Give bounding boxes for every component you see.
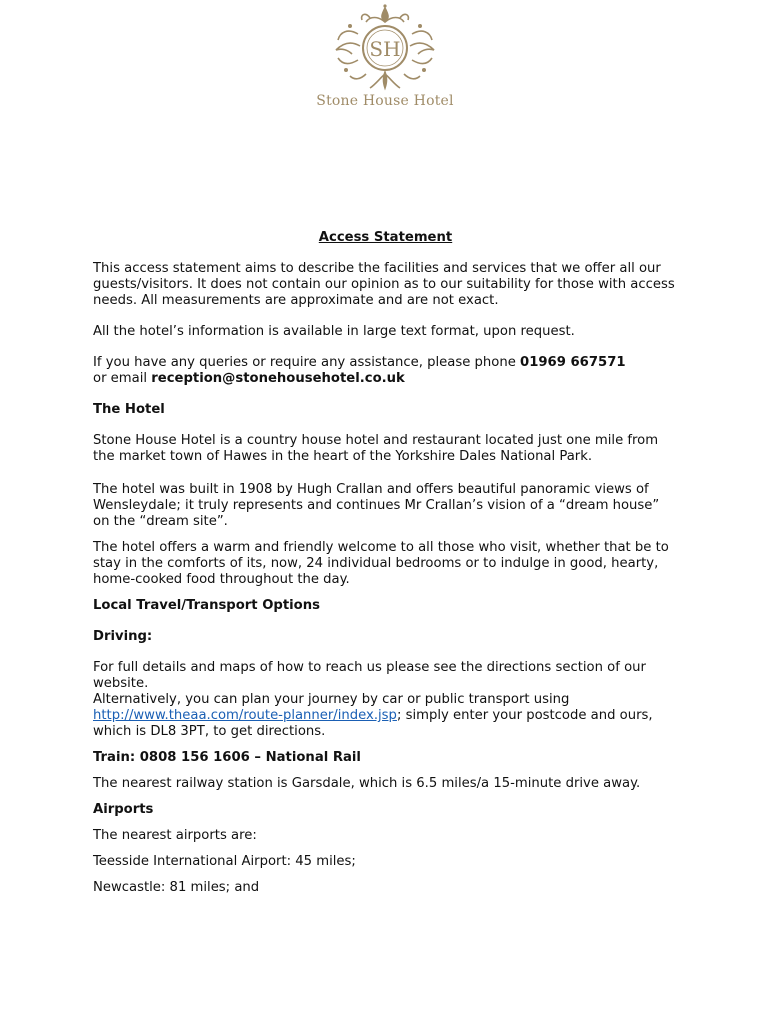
train-paragraph: The nearest railway station is Garsdale, which is 6.5 miles/a 15-minute drive away. xyxy=(93,776,641,791)
hotel-name-logo: Stone House Hotel xyxy=(316,93,454,109)
driving-paragraph-2-text: Alternatively, you can plan your journey by car or public transport using xyxy=(93,692,570,707)
airports-heading xyxy=(93,802,678,818)
travel-heading xyxy=(93,598,678,614)
route-planner-link[interactable]: http://www.theaa.com/route-planner/index.jsp xyxy=(93,708,397,723)
travel-heading-text: Local Travel/Transport Options xyxy=(93,598,320,613)
driving-paragraph-2 xyxy=(93,692,678,740)
contact-mid: or email xyxy=(93,371,152,386)
hotel-paragraph-3: The hotel offers a warm and friendly welcome to all those who visit, whether that be to stay in the comforts of its, now, 24 individual bedrooms or to indulge in good, hearty, home-cooked food throughout the day. xyxy=(93,540,669,587)
airport-item-newcastle: Newcastle: 81 miles; and xyxy=(93,880,260,895)
email-address: reception@stonehousehotel.co.uk xyxy=(151,371,405,386)
airports-heading-text: Airports xyxy=(93,802,154,817)
contact-paragraph xyxy=(93,355,678,387)
train-heading xyxy=(93,750,678,766)
driving-heading-text: Driving: xyxy=(93,629,153,644)
hotel-logo xyxy=(0,0,770,120)
driving-heading xyxy=(93,629,678,645)
airports-paragraph: The nearest airports are: xyxy=(93,828,257,843)
hotel-paragraph-1: Stone House Hotel is a country house hotel and restaurant located just one mile from the market town of Hawes in the heart of the Yorkshire Dales National Park. xyxy=(93,433,659,464)
phone-number: 01969 667571 xyxy=(520,355,626,370)
hotel-heading xyxy=(93,402,678,418)
logo-monogram: SH xyxy=(369,37,401,61)
intro-paragraph: This access statement aims to describe the facilities and services that we offer all our guests/visitors. It does not contain our opinion as to our suitability for those with access needs. All measurements are approximate and are not exact. xyxy=(93,261,675,308)
driving-paragraph-1: For full details and maps of how to reach us please see the directions section of our website. xyxy=(93,660,646,691)
airport-item-teesside: Teesside International Airport: 45 miles; xyxy=(93,854,356,869)
contact-prefix: If you have any queries or require any assistance, please phone xyxy=(93,355,521,370)
access-statement-document xyxy=(93,230,678,896)
hotel-heading-text: The Hotel xyxy=(93,402,165,417)
document-title: Access Statement xyxy=(318,230,453,245)
driving-paragraph-3-text: ; simply enter your postcode and ours, which is DL8 3PT, to get directions. xyxy=(93,708,653,739)
hotel-paragraph-2: The hotel was built in 1908 by Hugh Crallan and offers beautiful panoramic views of Wensleydale; it truly represents and continues Mr Crallan’s vision of a “dream house” on the “dream site”. xyxy=(93,482,660,529)
train-heading-text: Train: 0808 156 1606 – National Rail xyxy=(93,750,361,765)
large-text-paragraph: All the hotel’s information is available in large text format, upon request. xyxy=(93,324,575,339)
monogram-crest-icon xyxy=(330,4,440,92)
